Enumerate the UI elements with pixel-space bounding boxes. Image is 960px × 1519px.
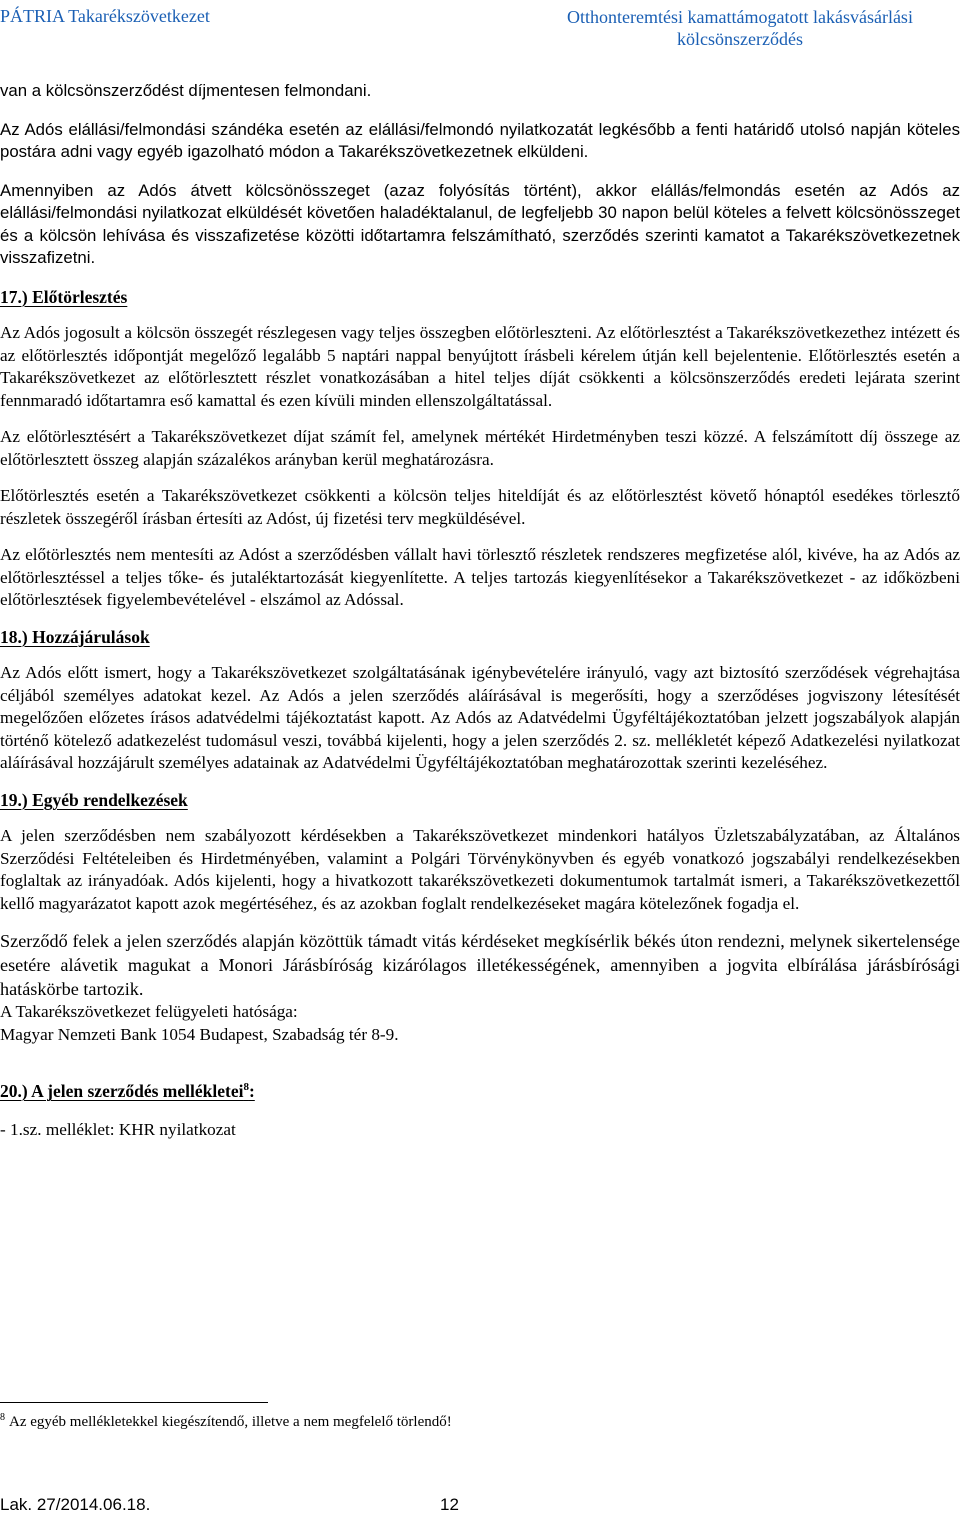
section-20-heading-text: 20.) A jelen szerződés mellékletei	[0, 1081, 244, 1101]
paragraph-withdrawal-deadline: Az Adós elállási/felmondási szándéka esetén az elállási/felmondó nyilatkozatát legkésőbb a fenti határidő utolsó napján köteles postára adni vagy egyéb igazolható módon a Takarékszövetkezetnek elküldeni.	[0, 119, 960, 161]
header-title-line-2: kölcsönszerződés	[677, 29, 803, 49]
supervisor-label: A Takarékszövetkezet felügyeleti hatósága:	[0, 1002, 298, 1021]
section-19-paragraph-2: Szerződő felek a jelen szerződés alapján közöttük támadt vitás kérdéseket megkísérlik békés úton rendezni, melynek sikertelensége esetére alávetik magukat a Monori Járásbíróság kizárólagos illetékességének, amennyiben a jogvita elbírálása járásbírósági hatáskörbe tartozik.	[0, 931, 960, 999]
section-20-heading	[0, 1076, 960, 1103]
header-document-title	[520, 6, 960, 50]
supervisor-address: Magyar Nemzeti Bank 1054 Budapest, Szabadság tér 8-9.	[0, 1024, 399, 1044]
footnote-separator	[0, 1402, 268, 1403]
footer-document-code: Lak. 27/2014.06.18.	[0, 1495, 151, 1514]
section-19-heading: 19.) Egyéb rendelkezések	[0, 789, 188, 810]
section-17-paragraph-4: Az előtörlesztés nem mentesíti az Adóst a szerződésben vállalt havi törlesztő részletek rendszeres megfizetése alól, kivéve, ha az Adós az előtörlesztéssel a teljes tőke- és jutaléktartozását kiegyenlítette. A teljes tartozás kiegyenlítésekor a Takarékszövetkezet - az időközbeni előtörlesztések figyelembevételével - elszámol az Adóssal.	[0, 545, 960, 609]
footnote	[0, 1412, 452, 1431]
section-17-paragraph-1: Az Adós jogosult a kölcsön összegét részlegesen vagy teljes összegben előtörleszteni. Az előtörlesztést a Takarékszövetkezethez intézett és az előtörlesztés időpontját megelőző legalább 5 naptári nappal benyújtott írásbeli kérelem útján kell bejelentenie. Előtörlesztés esetén a Takarékszövetkezet az előtörlesztett részlet vonatkozásában a hitel teljes díját csökkenti a kölcsönszerződés eredeti lejárata szerint fennmaradó időtartamra eső kamattal és ezen kívüli minden ellenszolgáltatással.	[0, 323, 960, 410]
section-17-paragraph-2: Az előtörlesztésért a Takarékszövetkezet díjat számít fel, amelynek mértékét Hirdetményben teszi közzé. A felszámított díj összege az előtörlesztett összeg alapján százalékos arányban kerül meghatározásra.	[0, 427, 960, 469]
footnote-mark: 8	[0, 1412, 5, 1423]
document-body	[0, 80, 960, 1141]
section-18-paragraph-1: Az Adós előtt ismert, hogy a Takarékszövetkezet szolgáltatásának igénybevételére irányuló, vagy azt biztosító szerződések végrehajtása céljából személyes adatokat kezel. Az Adós a jelen szerződés aláírásával is megerősíti, hogy a szerződéses jogviszony létesítését megelőzően előzetes írásos adatvédelmi tájékoztatást kapott. Az Adós az Adatvédelmi Ügyféltájékoztatóban jelzett jogszabályok alapján történő kötelező adatkezelést tudomásul veszi, továbbá kijelenti, hogy a jelen szerződés 2. sz. mellékletét képező Adatkezelési nyilatkozat aláírásával hozzájárult személyes adatainak az Adatvédelmi Ügyféltájékoztatóban meghatározottak szerinti kezeléséhez.	[0, 663, 960, 772]
paragraph-withdrawal-free: van a kölcsönszerződést díjmentesen felmondani.	[0, 81, 372, 100]
footnote-text: Az egyéb mellékletekkel kiegészítendő, illetve a nem megfelelő törlendő!	[9, 1414, 452, 1430]
footnote-reference: 8	[243, 1081, 249, 1093]
header-title-line-1: Otthonteremtési kamattámogatott lakásvásárlási	[567, 7, 913, 27]
section-19-paragraph-1: A jelen szerződésben nem szabályozott kérdésekben a Takarékszövetkezet mindenkori hatályos Üzletszabályzatában, az Általános Szerződési Feltételeiben és Hirdetményében, valamint a Polgári Törvénykönyvben és egyéb vonatkozó jogszabályi rendelkezésekben foglaltak az irányadóak. Adós kijelenti, hogy a hivatkozott takarékszövetkezeti dokumentumok tartalmát ismeri, a Takarékszövetkezettől kellő magyarázatot kapott azok megértéséhez, és az azokban foglalt rendelkezéseket magára kötelezőnek fogadja el.	[0, 826, 960, 913]
annex-item-1: - 1.sz. melléklet: KHR nyilatkozat	[0, 1119, 236, 1139]
section-17-paragraph-3: Előtörlesztés esetén a Takarékszövetkezet csökkenti a kölcsön teljes hiteldíját és az előtörlesztést követő hónaptól esedékes törlesztő részletek összegéről írásban értesíti az Adóst, új fizetési terv megküldésével.	[0, 486, 960, 528]
paragraph-withdrawal-repayment: Amennyiben az Adós átvett kölcsönösszeget (azaz folyósítás történt), akkor elállás/felmondás esetén az Adós az elállási/felmondási nyilatkozat elküldését követően haladéktalanul, de legfeljebb 30 napon belül köteles a felvett kölcsönösszeget és a kölcsön lehívása és visszafizetése közötti időtartamra felszámítható, szerződés szerinti kamatot a Takarékszövetkezetnek visszafizetni.	[0, 180, 960, 267]
section-20-heading-colon: :	[248, 1081, 255, 1101]
section-17-heading: 17.) Előtörlesztés	[0, 286, 128, 307]
header-bank-name: PÁTRIA Takarékszövetkezet	[0, 6, 210, 26]
page-number: 12	[440, 1495, 459, 1514]
section-18-heading: 18.) Hozzájárulások	[0, 626, 150, 647]
